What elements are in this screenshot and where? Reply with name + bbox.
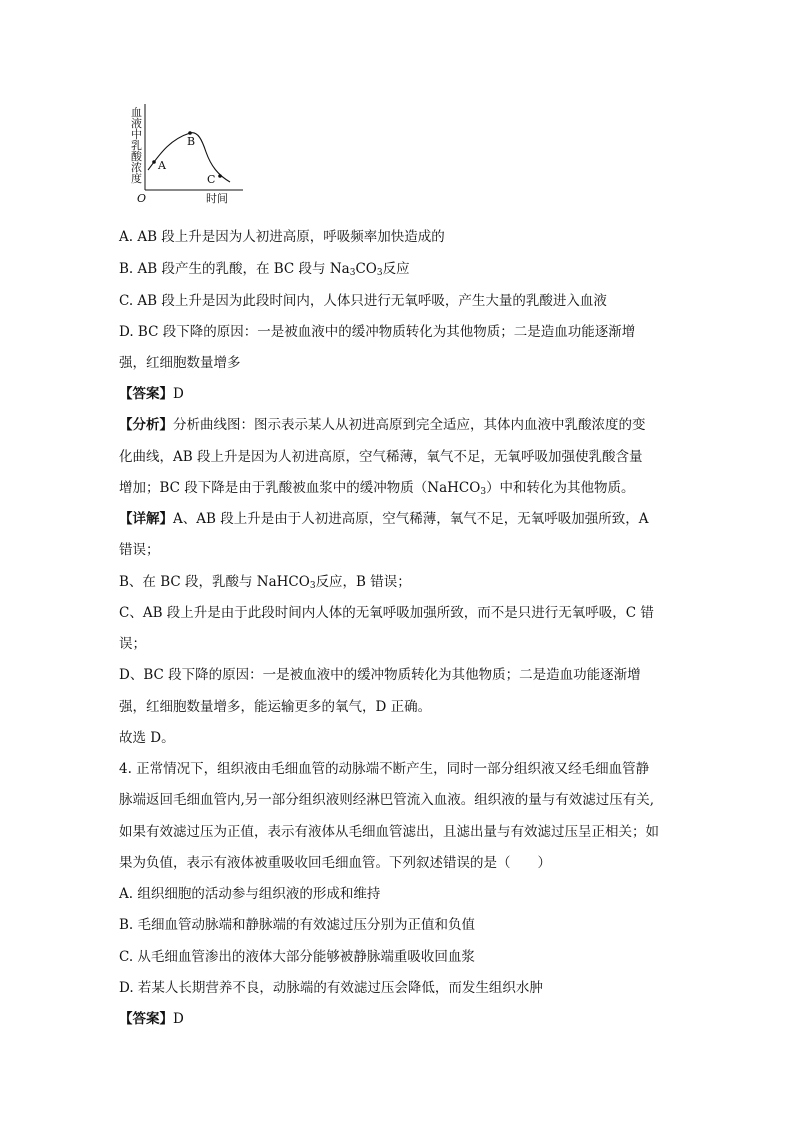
analysis-text: 增加；BC 段下降是由于乳酸被血浆中的缓冲物质（NaHCO <box>119 480 481 496</box>
detail-d-line2: 强，红细胞数量增多，能运输更多的氧气，D 正确。 <box>119 699 432 715</box>
detail-d-line1: D、BC 段下降的原因：一是被血液中的缓冲物质转化为其他物质；二是造血功能逐渐增 <box>119 667 641 683</box>
q3-option-c: C. AB 段上升是因为此段时间内，人体只进行无氧呼吸，产生大量的乳酸进入血液 <box>119 293 607 309</box>
q3-option-d-line2: 强，红细胞数量增多 <box>119 355 241 371</box>
detail-b <box>119 573 411 591</box>
analysis-line1 <box>119 416 646 434</box>
point-b-label: B <box>187 135 196 148</box>
point-c-dot <box>218 174 222 178</box>
subscript: 3 <box>376 268 383 278</box>
answer-value: D <box>173 386 184 402</box>
lactic-acid-curve-figure <box>128 102 248 206</box>
q3-option-b-text: B. AB 段产生的乳酸，在 BC 段与 Na <box>119 261 350 277</box>
point-b-dot <box>188 131 192 135</box>
q4-option-b: B. 毛细血管动脉端和静脉端的有效滤过压分别为正值和负值 <box>119 917 476 933</box>
q3-option-b-text: 反应 <box>382 261 410 277</box>
subscript: 3 <box>480 487 487 497</box>
point-a-label: A <box>158 159 166 172</box>
answer-4 <box>119 1010 184 1028</box>
detail-text: B、在 BC 段，乳酸与 NaHCO <box>119 574 310 590</box>
answer-label: 【答案】 <box>119 1011 173 1027</box>
detail-conclusion: 故选 D。 <box>119 730 175 746</box>
detail-c-line2: 误； <box>119 636 146 652</box>
q4-stem-line1: 4. 正常情况下，组织液由毛细血管的动脉端不断产生，同时一部分组织液又经毛细血管静 <box>119 761 650 777</box>
q4-option-a: A. 组织细胞的活动参与组织液的形成和维持 <box>119 886 381 902</box>
q4-stem-line4: 果为负值，表示有液体被重吸收回毛细血管。下列叙述错误的是（ ） <box>119 855 551 871</box>
q3-option-b-text: CO <box>355 261 377 277</box>
detail-a-line2: 错误； <box>119 542 160 558</box>
q3-option-a: A. AB 段上升是因为人初进高原，呼吸频率加快造成的 <box>119 229 445 245</box>
q3-option-b <box>119 260 410 278</box>
q4-stem-line2: 脉端返回毛细血管内,另一部分组织液则经淋巴管流入血液。组织液的量与有效滤过压有关, <box>119 792 655 808</box>
detail-text: 反应，B 错误； <box>315 574 411 590</box>
detail-c-line1: C、AB 段上升是由于此段时间内人体的无氧呼吸加强所致，而不是只进行无氧呼吸，C 错 <box>119 605 654 621</box>
y-axis-label-char: 中 <box>131 128 142 141</box>
curve-svg <box>128 102 248 206</box>
q4-option-c: C. 从毛细血管渗出的液体大部分能够被静脉端重吸收回血浆 <box>119 949 475 965</box>
analysis-text: 分析曲线图：图示表示某人从初进高原到完全适应，其体内血液中乳酸浓度的变 <box>173 417 646 433</box>
y-axis-label-char: 浓 <box>131 161 142 174</box>
q4-option-d: D. 若某人长期营养不良，动脉端的有效滤过压会降低，而发生组织水肿 <box>119 980 543 996</box>
y-axis-label-char: 度 <box>131 172 142 185</box>
answer-value: D <box>173 1011 184 1027</box>
subscript: 3 <box>309 581 316 591</box>
y-axis-label-char: 液 <box>131 117 142 130</box>
detail-a-line1 <box>119 510 648 528</box>
analysis-label: 【分析】 <box>119 417 173 433</box>
analysis-line2: 化曲线，AB 段上升是因为人初进高原，空气稀薄，氧气不足，无氧呼吸加强使乳酸含量 <box>119 449 643 465</box>
y-axis-label-char: 血 <box>131 106 142 119</box>
x-axis-label: 时间 <box>206 192 228 205</box>
y-axis-label-char: 酸 <box>131 150 142 163</box>
analysis-line3 <box>119 479 635 497</box>
q3-option-d-line1: D. BC 段下降的原因：一是被血液中的缓冲物质转化为其他物质；二是造血功能逐渐增 <box>119 324 636 340</box>
point-a-dot <box>152 160 156 164</box>
y-axis-label-char: 乳 <box>131 139 142 152</box>
origin-label: O <box>137 192 147 205</box>
detail-text: A、AB 段上升是由于人初进高原，空气稀薄，氧气不足，无氧呼吸加强所致，A <box>173 511 649 527</box>
subscript: 3 <box>349 268 356 278</box>
answer-label: 【答案】 <box>119 386 173 402</box>
analysis-text: ）中和转化为其他物质。 <box>486 480 635 496</box>
point-c-label: C <box>207 173 216 186</box>
answer-3 <box>119 385 184 403</box>
q4-stem-line3: 如果有效滤过压为正值，表示有液体从毛细血管滤出，且滤出量与有效滤过压呈正相关；如 <box>119 824 659 840</box>
detail-label: 【详解】 <box>119 511 173 527</box>
